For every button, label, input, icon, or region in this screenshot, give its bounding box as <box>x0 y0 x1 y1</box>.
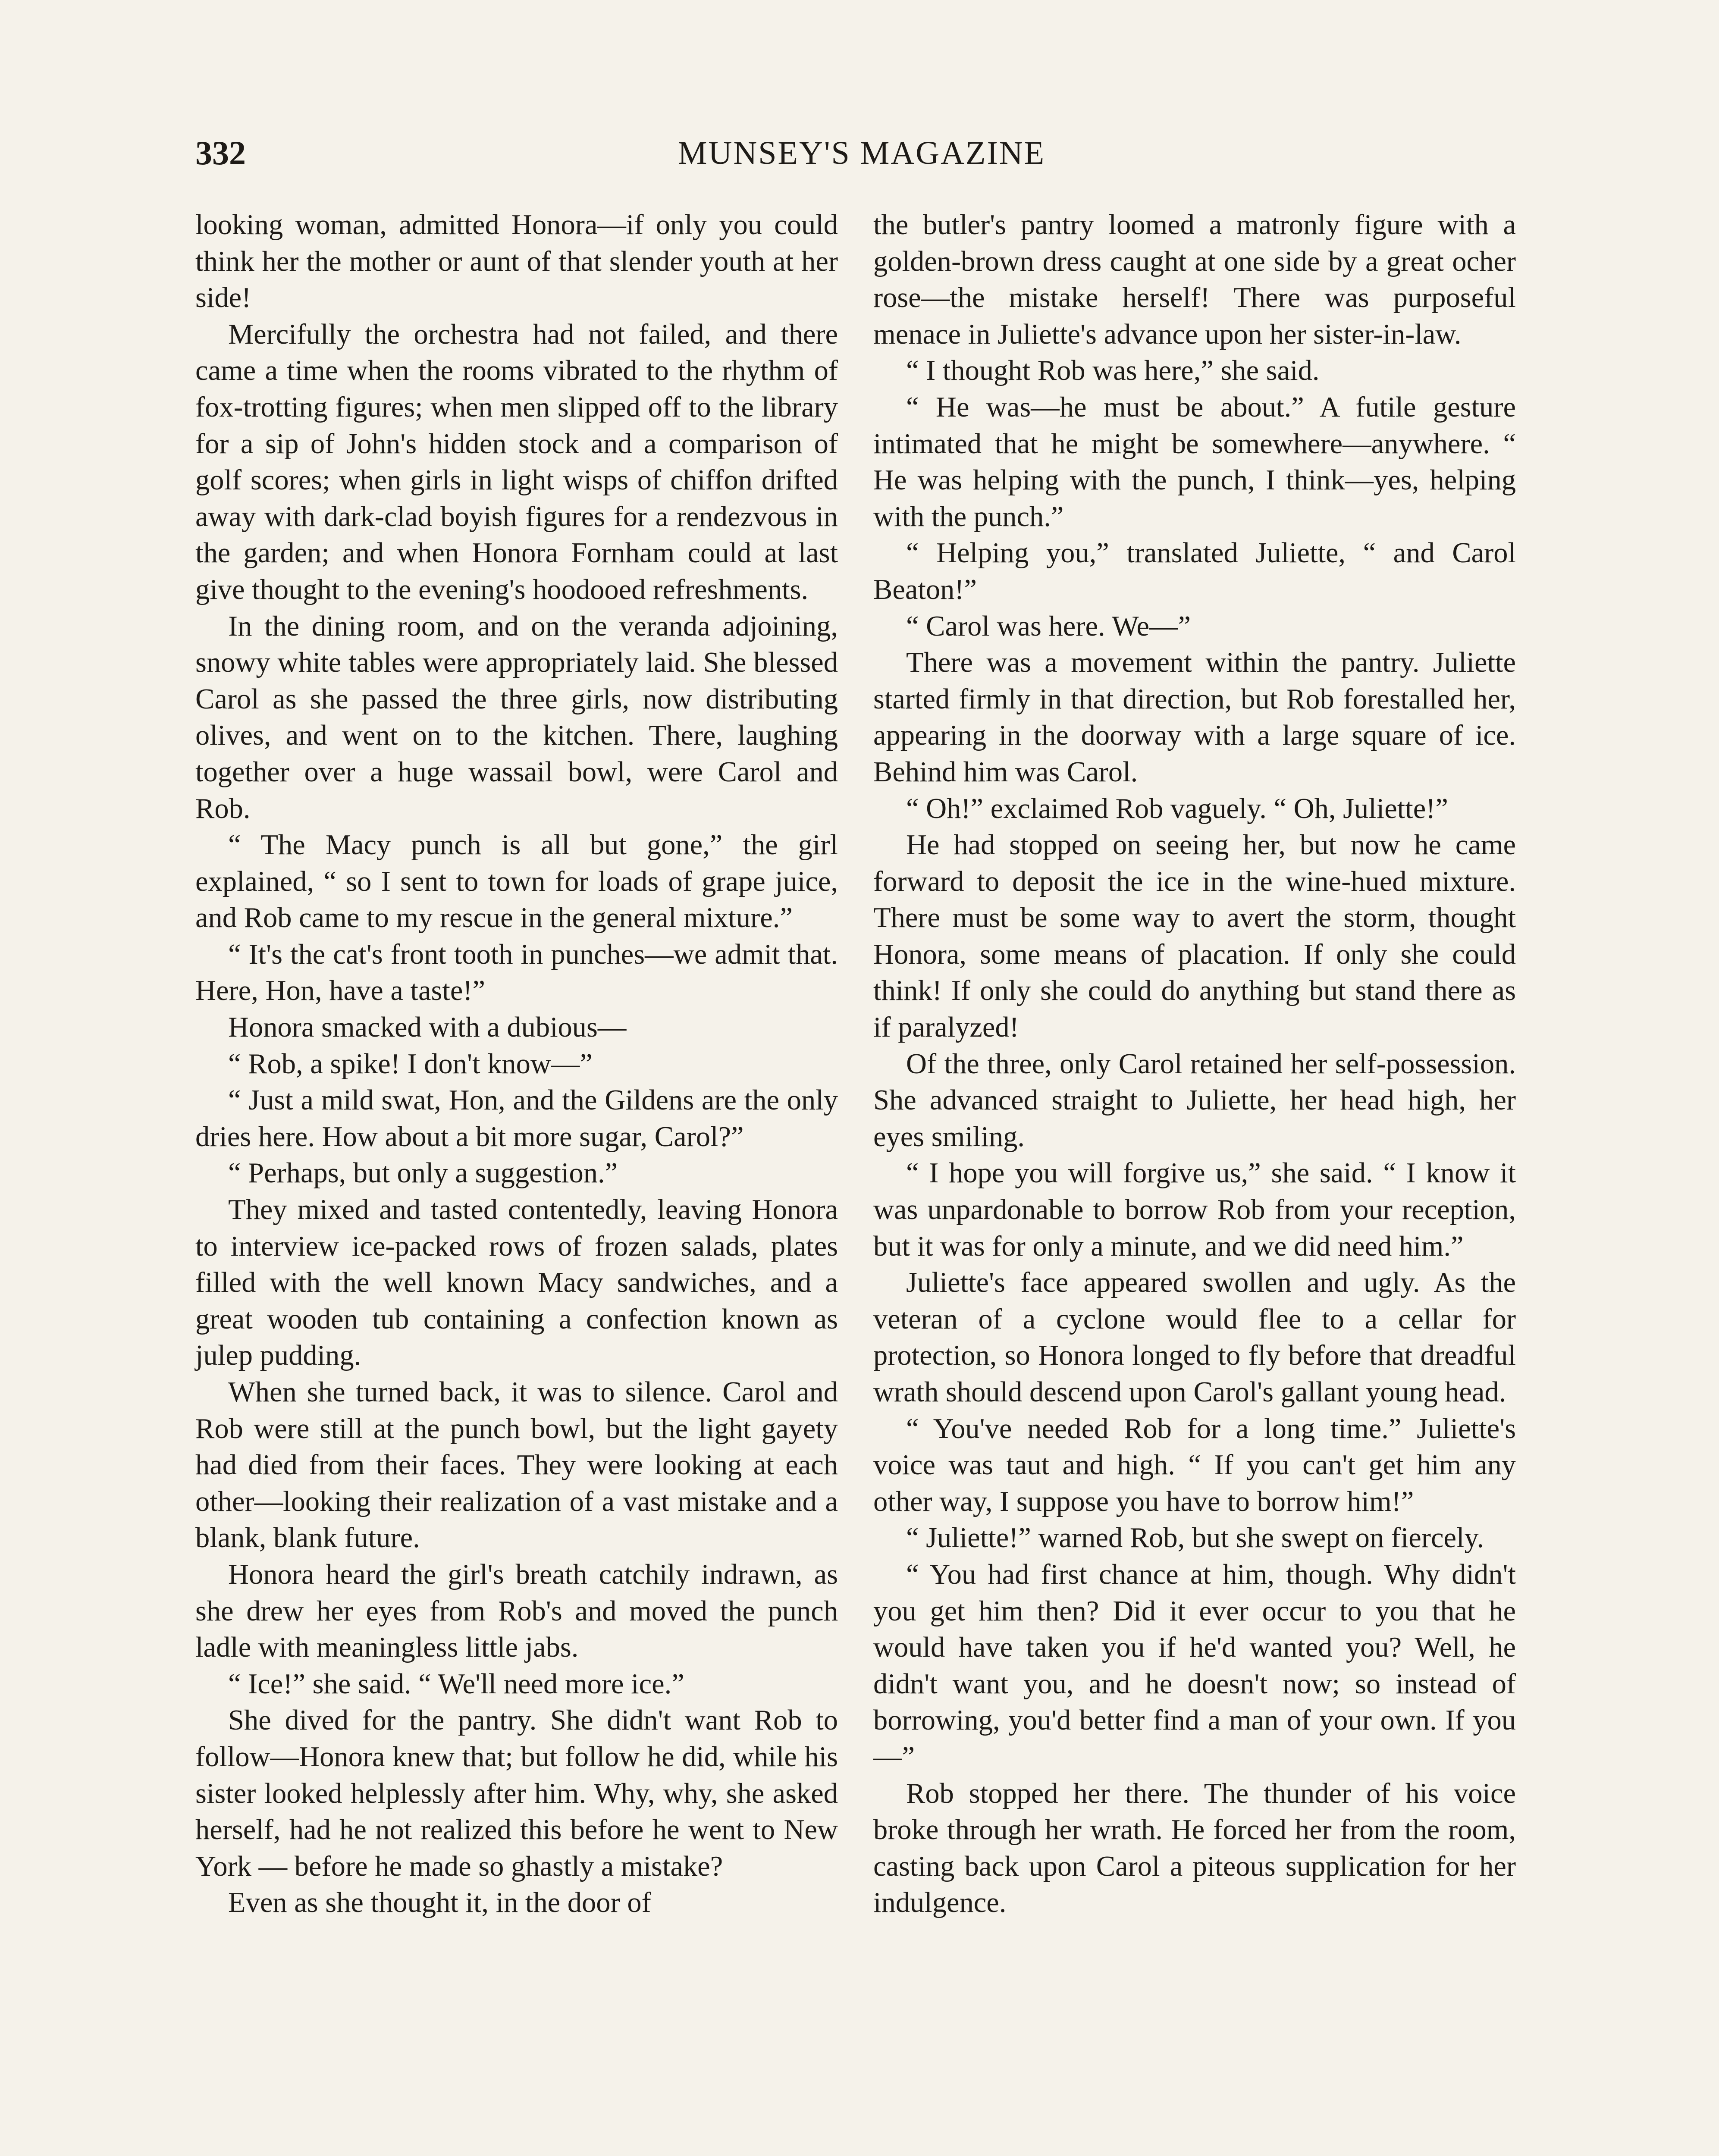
page-number: 332 <box>195 134 246 172</box>
paragraph: “ The Macy punch is all but gone,” the girl explained, “ so I sent to town for loads of grape juice, and Rob came to my rescue in the general mixture.” <box>195 829 838 934</box>
paragraph: “ Carol was here. We—” <box>906 610 1191 642</box>
paragraph: She dived for the pantry. She didn't want Rob to follow—Honora knew that; but follow he did, while his sister looked helplessly after him. Why, why, she asked herself, had he not realized this before he went to New York — before he made so ghastly a mistake? <box>195 1705 838 1882</box>
paragraph: “ It's the cat's front tooth in punches—we admit that. Here, Hon, have a taste!” <box>195 938 838 1007</box>
paragraph: There was a movement within the pantry. Juliette started firmly in that direction, but Rob forestalled her, appearing in the doorway with a large square of ice. Behind him was Carol. <box>873 647 1516 788</box>
paragraph: “ Helping you,” translated Juliette, “ and Carol Beaton!” <box>873 537 1516 605</box>
page-header <box>195 129 1528 177</box>
paragraph: “ Oh!” exclaimed Rob vaguely. “ Oh, Juliette!” <box>906 793 1448 824</box>
paragraph: He had stopped on seeing her, but now he came forward to deposit the ice in the wine-hued mixture. There must be some way to avert the storm, thought Honora, some means of placation. If only she could think! If only she could do anything but stand there as if paralyzed! <box>873 829 1516 1044</box>
paragraph: “ I hope you will forgive us,” she said. “ I know it was unpardonable to borrow Rob from your reception, but it was for only a minute, and we did need him.” <box>873 1157 1516 1262</box>
paragraph: “ You had first chance at him, though. Why didn't you get him then? Did it ever occur to you that he would have taken you if he'd wanted you? Well, he didn't want you, and he doesn't now; so instead of borrowing, you'd better find a man of your own. If you—” <box>873 1558 1516 1773</box>
paragraph: They mixed and tasted contentedly, leaving Honora to interview ice-packed rows of frozen salads, plates filled with the well known Macy sandwiches, and a great wooden tub containing a confection known as julep pudding. <box>195 1194 838 1372</box>
paragraph: In the dining room, and on the veranda adjoining, snowy white tables were appropriately laid. She blessed Carol as she passed the three girls, now distributing olives, and went on to the kitchen. There, laughing together over a huge wassail bowl, were Carol and Rob. <box>195 610 838 824</box>
paragraph: Honora smacked with a dubious— <box>228 1012 627 1044</box>
paragraph: Juliette's face appeared swollen and ugly. As the veteran of a cyclone would flee to a cellar for protection, so Honora longed to fly before that dreadful wrath should descend upon Carol's gallant young head. <box>873 1267 1516 1408</box>
paragraph: looking woman, admitted Honora—if only you could think her the mother or aunt of that slender youth at her side! <box>195 209 838 314</box>
paragraph: “ Ice!” she said. “ We'll need more ice.” <box>228 1668 684 1700</box>
paragraph: “ He was—he must be about.” A futile gesture intimated that he might be somewhere—anywhere. “ He was helping with the punch, I think—yes, helping with the punch.” <box>873 391 1516 533</box>
paragraph: “ Rob, a spike! I don't know—” <box>228 1048 593 1080</box>
paragraph: Mercifully the orchestra had not failed, and there came a time when the rooms vibrated to the rhythm of fox-trotting figures; when men slipped off to the library for a sip of John's hidden stock and a comparison of golf scores; when girls in light wisps of chiffon drifted away with dark-clad boyish figures for a rendezvous in the garden; and when Honora Fornham could at last give thought to the evening's hoodooed refreshments. <box>195 318 838 605</box>
paragraph: Rob stopped her there. The thunder of his voice broke through her wrath. He forced her from the room, casting back upon Carol a piteous supplication for her indulgence. <box>873 1777 1516 1919</box>
paragraph: Honora heard the girl's breath catchily indrawn, as she drew her eyes from Rob's and moved the punch ladle with meaningless little jabs. <box>195 1558 838 1664</box>
left-column <box>195 207 838 1921</box>
paragraph: “ Perhaps, but only a suggestion.” <box>228 1157 618 1189</box>
paragraph: “ You've needed Rob for a long time.” Juliette's voice was taut and high. “ If you can't get him any other way, I suppose you have to borrow him!” <box>873 1413 1516 1517</box>
paragraph: the butler's pantry loomed a matronly figure with a golden-brown dress caught at one side by a great ocher rose—the mistake herself! There was purposeful menace in Juliette's advance upon her sister-in-law. <box>873 209 1516 350</box>
paragraph: Even as she thought it, in the door of <box>228 1887 651 1919</box>
paragraph: “ Juliette!” warned Rob, but she swept on fiercely. <box>906 1522 1484 1554</box>
running-head: MUNSEY'S MAGAZINE <box>678 135 1046 171</box>
paragraph: Of the three, only Carol retained her self-possession. She advanced straight to Juliette, her head high, her eyes smiling. <box>873 1048 1516 1153</box>
paragraph: When she turned back, it was to silence. Carol and Rob were still at the punch bowl, but the light gayety had died from their faces. They were looking at each other—looking their realization of a vast mistake and a blank, blank future. <box>195 1376 838 1554</box>
paragraph: “ Just a mild swat, Hon, and the Gildens are the only dries here. How about a bit more sugar, Carol?” <box>195 1084 838 1153</box>
right-column <box>873 207 1516 1921</box>
paragraph: “ I thought Rob was here,” she said. <box>906 355 1320 387</box>
